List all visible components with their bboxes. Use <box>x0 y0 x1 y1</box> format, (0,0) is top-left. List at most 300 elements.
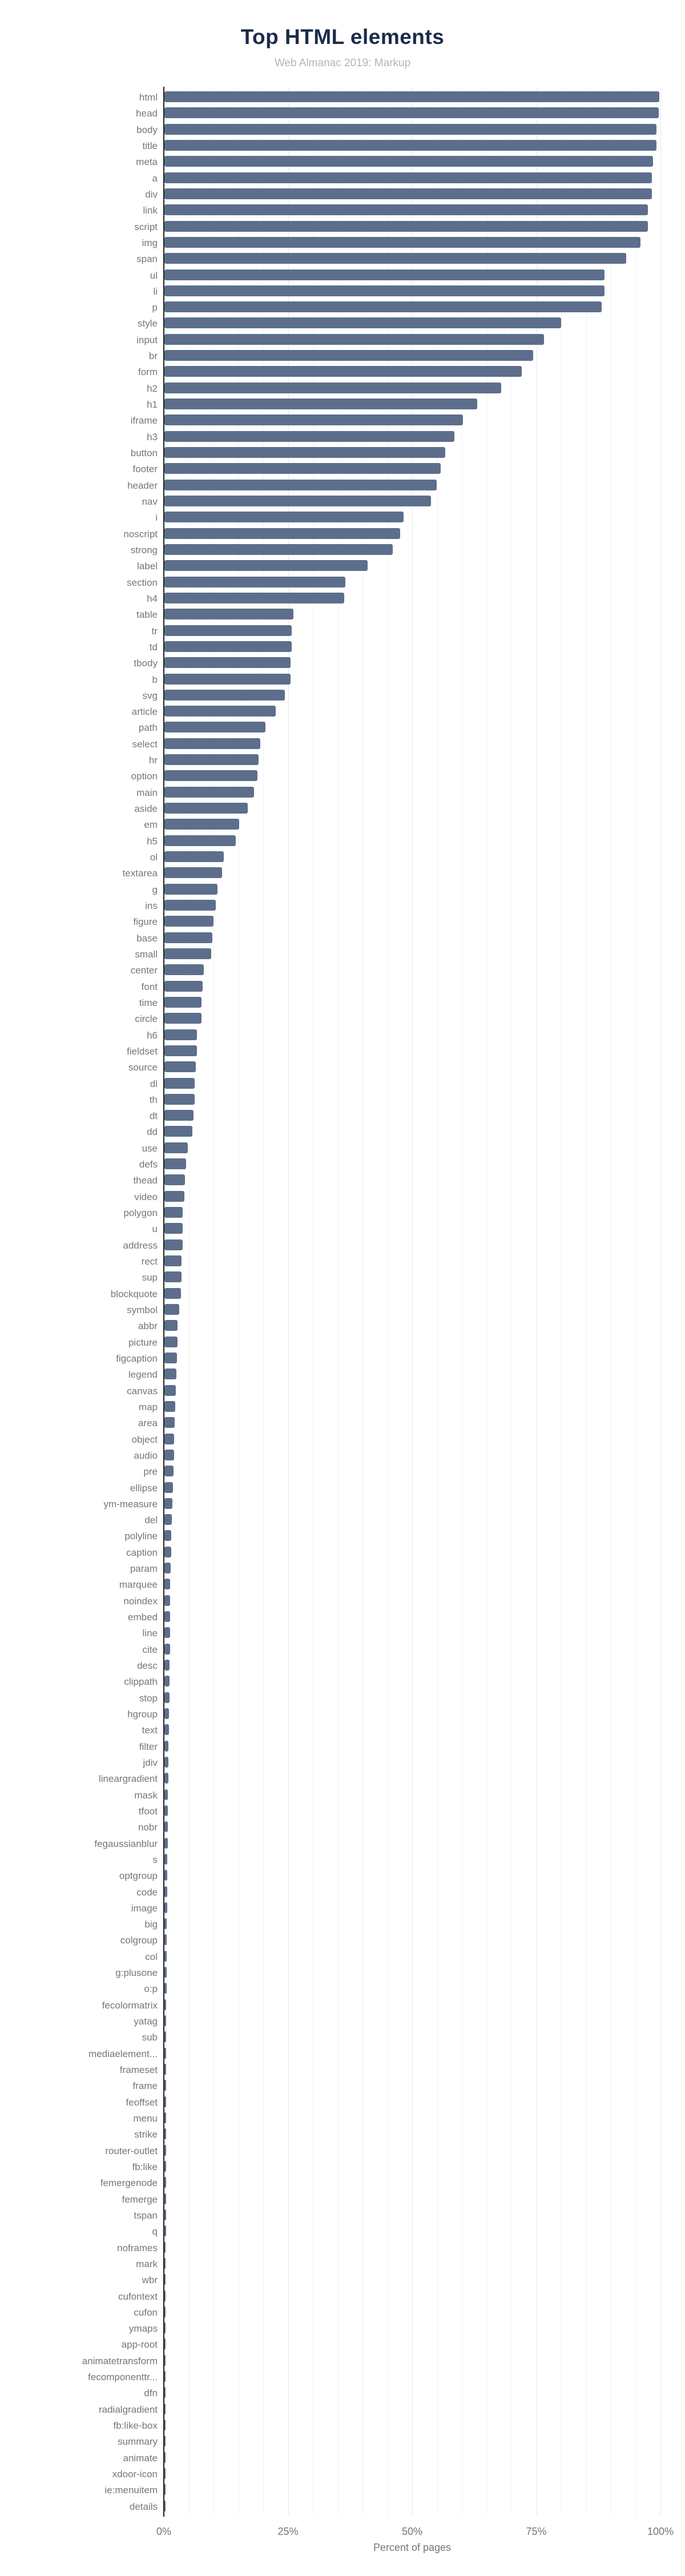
y-axis-label: dt <box>149 1110 158 1122</box>
y-axis-label: iframe <box>130 415 158 426</box>
y-axis-label: a <box>152 172 158 184</box>
y-axis-label: s <box>152 1854 158 1865</box>
bar <box>164 1838 168 1849</box>
bar <box>164 1368 176 1379</box>
y-axis-label: q <box>152 2226 158 2237</box>
y-axis-label: text <box>142 1725 158 1736</box>
bar <box>164 2225 166 2236</box>
y-axis-label: defs <box>139 1159 158 1170</box>
y-axis-label: title <box>142 140 158 151</box>
bar <box>164 1353 177 1363</box>
bar <box>164 851 224 862</box>
bar <box>164 1967 167 1978</box>
y-axis-label: blockquote <box>110 1288 158 1299</box>
y-axis-label: main <box>136 787 158 798</box>
bar <box>164 1741 168 1752</box>
bar <box>164 2031 166 2042</box>
bar <box>164 754 259 765</box>
y-axis-label: map <box>138 1401 158 1412</box>
bar <box>164 1207 183 1218</box>
y-axis-label: noframes <box>117 2242 158 2253</box>
y-axis-label: dfn <box>144 2388 158 2399</box>
y-axis-label: noscript <box>123 528 158 540</box>
bar <box>164 1013 202 1024</box>
bar <box>164 350 533 361</box>
y-axis-label: h5 <box>147 835 158 847</box>
y-axis-label: nobr <box>138 1822 158 1833</box>
bar <box>164 1288 181 1299</box>
y-axis-label: hr <box>148 755 158 766</box>
y-axis-label: audio <box>134 1450 158 1461</box>
y-axis-label: jdiv <box>143 1757 158 1768</box>
y-axis-label: em <box>144 819 158 831</box>
bar <box>164 2420 166 2430</box>
y-axis-label: time <box>139 997 158 1008</box>
bar <box>164 1045 197 1056</box>
chart-header <box>0 0 685 70</box>
bar <box>164 1337 178 1347</box>
y-axis-label: femergenode <box>100 2177 158 2189</box>
y-axis-label: canvas <box>127 1385 158 1396</box>
y-axis-label: frame <box>132 2080 158 2092</box>
y-axis-label: summary <box>118 2436 158 2448</box>
bar <box>164 124 656 135</box>
y-axis-label: html <box>139 92 158 103</box>
bar <box>164 964 204 975</box>
bar <box>164 2258 166 2269</box>
bar <box>164 156 653 167</box>
y-axis-label: optgroup <box>119 1870 158 1882</box>
y-axis-label: cite <box>142 1644 158 1655</box>
y-axis-label: header <box>127 480 158 491</box>
bar <box>164 172 652 183</box>
bar <box>164 528 400 539</box>
y-axis-label: ie:menuitem <box>104 2485 158 2496</box>
bar <box>164 1644 170 1655</box>
y-axis-label: aside <box>134 803 158 815</box>
bar <box>164 560 368 571</box>
bar <box>164 2371 166 2382</box>
y-axis-label: figure <box>133 916 158 928</box>
bar <box>164 1450 174 1460</box>
bar <box>164 253 626 264</box>
bar <box>164 221 648 232</box>
bar <box>164 1773 168 1784</box>
bar <box>164 884 217 895</box>
bar <box>164 2387 166 2398</box>
bar <box>164 1579 170 1589</box>
y-axis-label: ol <box>150 852 158 863</box>
y-axis-label: h1 <box>147 399 158 410</box>
y-axis-label: xdoor-icon <box>112 2469 158 2480</box>
bar <box>164 1110 194 1121</box>
y-axis-label: script <box>134 221 158 232</box>
bar <box>164 1627 170 1638</box>
bar <box>164 690 285 701</box>
chart-title: Top HTML elements <box>240 25 445 49</box>
bar <box>164 2193 166 2204</box>
bar <box>164 447 445 458</box>
bar <box>164 1918 167 1929</box>
bar <box>164 1757 168 1768</box>
bar <box>164 867 222 878</box>
bar <box>164 91 659 102</box>
y-axis-label: path <box>138 722 158 734</box>
gridline <box>660 87 661 2515</box>
bar <box>164 916 213 927</box>
y-axis-label: small <box>135 948 158 960</box>
bar <box>164 1174 185 1185</box>
bar <box>164 1223 183 1234</box>
gridline <box>586 87 587 2515</box>
y-axis-label: address <box>123 1239 158 1251</box>
y-axis-label: source <box>128 1062 158 1073</box>
bar <box>164 625 292 636</box>
bar <box>164 932 212 943</box>
chart-subtitle: Web Almanac 2019: Markup <box>274 57 411 69</box>
y-axis-label: sub <box>142 2032 158 2043</box>
y-axis-label: base <box>136 932 158 944</box>
bar <box>164 1029 197 1040</box>
bar <box>164 2096 166 2107</box>
bar <box>164 269 605 280</box>
bar <box>164 706 276 717</box>
y-axis-label: feoffset <box>126 2096 158 2108</box>
y-axis-label: th <box>149 1094 158 1105</box>
y-axis-label: br <box>148 351 158 362</box>
y-axis-label: p <box>152 302 158 313</box>
y-axis-label: fegaussianblur <box>94 1838 158 1849</box>
bar <box>164 1191 184 1202</box>
bar <box>164 204 648 215</box>
y-axis-label: param <box>130 1563 158 1575</box>
bar <box>164 1466 174 1476</box>
bar <box>164 1611 170 1622</box>
bar <box>164 835 236 846</box>
bar-chart <box>0 87 685 2576</box>
y-axis-label: video <box>134 1191 158 1202</box>
y-axis-label: i <box>155 512 158 524</box>
bar <box>164 641 292 652</box>
y-axis-label: col <box>145 1951 158 1962</box>
y-axis-label: fb:like-box <box>113 2420 158 2432</box>
y-axis-label: circle <box>135 1013 158 1025</box>
bar <box>164 1676 170 1687</box>
y-axis-label: dl <box>150 1078 158 1089</box>
y-axis-label: u <box>152 1223 158 1235</box>
y-axis-label: clippath <box>124 1676 158 1688</box>
y-axis-label: wbr <box>142 2275 158 2286</box>
bar <box>164 383 501 393</box>
bar <box>164 2112 166 2123</box>
y-axis-label: li <box>153 285 158 297</box>
y-axis-label: details <box>129 2501 158 2512</box>
bar <box>164 1660 170 1671</box>
bar <box>164 577 345 587</box>
y-axis-label: link <box>143 205 158 216</box>
y-axis-label: center <box>130 965 158 976</box>
x-axis-tick: 75% <box>526 2526 547 2537</box>
bar <box>164 657 291 668</box>
y-axis-label: g:plusone <box>115 1967 158 1979</box>
bar <box>164 1401 175 1412</box>
bar <box>164 1983 167 1994</box>
y-axis-label: fb:like <box>132 2161 158 2172</box>
y-axis-label: option <box>131 771 158 782</box>
bar <box>164 1255 182 1266</box>
bar <box>164 140 656 151</box>
y-axis-label: strong <box>130 544 158 556</box>
y-axis-label: mask <box>134 1789 158 1801</box>
bar <box>164 1498 172 1509</box>
bar <box>164 1078 195 1089</box>
bar <box>164 738 260 749</box>
x-axis-tick: 100% <box>647 2526 674 2537</box>
y-axis-label: hgroup <box>127 1709 158 1720</box>
bar <box>164 334 544 345</box>
y-axis-label: tr <box>151 625 158 637</box>
bar <box>164 237 640 248</box>
bar <box>164 544 393 555</box>
bar <box>164 2177 166 2188</box>
bar <box>164 2080 166 2091</box>
bar <box>164 285 605 296</box>
bar <box>164 1870 167 1881</box>
y-axis-label: marquee <box>119 1579 158 1591</box>
y-axis-label: object <box>131 1434 158 1445</box>
bar <box>164 480 437 490</box>
y-axis-label: label <box>137 561 158 572</box>
y-axis-label: head <box>136 108 158 119</box>
y-axis-label: thead <box>133 1175 158 1186</box>
y-axis-label: use <box>142 1142 158 1154</box>
y-axis-label: caption <box>126 1547 158 1558</box>
bar <box>164 1158 186 1169</box>
bar <box>164 1595 170 1606</box>
y-axis-label: ellipse <box>130 1482 158 1494</box>
y-axis-label: fieldset <box>127 1045 158 1057</box>
bar <box>164 2015 166 2026</box>
y-axis-label: animate <box>123 2452 158 2464</box>
bar <box>164 431 454 442</box>
y-axis-label: ins <box>145 900 158 911</box>
y-axis-label: footer <box>132 464 158 475</box>
bar <box>164 2145 166 2156</box>
y-axis-label: article <box>131 706 158 718</box>
x-axis-title: Percent of pages <box>373 2542 452 2553</box>
bar <box>164 2274 166 2285</box>
y-axis-label: mark <box>136 2258 158 2269</box>
bar <box>164 2404 166 2414</box>
bar <box>164 1126 192 1137</box>
bar <box>164 463 441 474</box>
y-axis-label: ym-measure <box>103 1498 158 1510</box>
y-axis-label: yatag <box>134 2016 158 2027</box>
y-axis-label: frameset <box>119 2064 158 2076</box>
x-axis-tick: 0% <box>156 2526 172 2537</box>
y-axis-label: nav <box>142 496 158 507</box>
bar <box>164 1886 167 1897</box>
bar <box>164 1061 196 1072</box>
y-axis-label: lineargradient <box>98 1773 158 1785</box>
y-axis-label: area <box>138 1418 158 1429</box>
y-axis-label: table <box>136 609 158 621</box>
bar <box>164 1902 167 1913</box>
bar <box>164 1514 172 1525</box>
bar <box>164 2064 166 2075</box>
bar <box>164 1304 179 1315</box>
y-axis-label: colgroup <box>120 1935 158 1946</box>
y-axis-label: animatetransform <box>82 2355 158 2366</box>
y-axis-label: polygon <box>123 1208 158 1219</box>
bar <box>164 609 293 619</box>
y-axis-label: svg <box>142 690 158 701</box>
bar <box>164 2128 166 2139</box>
y-axis-label: h3 <box>147 431 158 442</box>
bar <box>164 1934 167 1945</box>
bar <box>164 496 431 506</box>
y-axis-label: span <box>136 253 158 265</box>
bar <box>164 997 202 1008</box>
bar <box>164 1547 171 1557</box>
bar <box>164 981 203 992</box>
y-axis-label: embed <box>128 1612 158 1623</box>
bar <box>164 301 602 312</box>
y-axis-label: strike <box>134 2129 158 2140</box>
y-axis-label: router-outlet <box>105 2145 158 2156</box>
bar <box>164 1434 174 1444</box>
bar <box>164 722 265 732</box>
x-axis-tick: 50% <box>401 2526 423 2537</box>
bar <box>164 399 477 409</box>
bar <box>164 1854 167 1865</box>
y-axis-label: big <box>144 1919 158 1930</box>
bar <box>164 2161 166 2172</box>
bar <box>164 188 652 199</box>
y-axis-label: fecomponenttr... <box>88 2372 158 2383</box>
y-axis-label: noindex <box>123 1595 158 1607</box>
y-axis-label: mediaelement... <box>88 2048 158 2059</box>
bar <box>164 1999 166 2010</box>
y-axis-label: symbol <box>127 1305 158 1315</box>
y-axis-label: rect <box>141 1256 158 1267</box>
gridline <box>561 87 562 2515</box>
bar <box>164 2307 166 2317</box>
bar <box>164 512 404 522</box>
bar <box>164 2048 166 2059</box>
y-axis-label: filter <box>139 1741 158 1752</box>
bar <box>164 2323 166 2333</box>
bar <box>164 1821 168 1832</box>
y-axis-label: del <box>144 1515 158 1526</box>
y-axis-label: img <box>142 237 158 248</box>
bar <box>164 1239 183 1250</box>
bar <box>164 1708 169 1719</box>
bar <box>164 2436 166 2446</box>
bar <box>164 1271 182 1282</box>
bar <box>164 1563 171 1573</box>
bar <box>164 1789 168 1800</box>
bar <box>164 770 257 781</box>
y-axis-label: figcaption <box>116 1353 158 1364</box>
y-axis-label: abbr <box>138 1321 158 1332</box>
y-axis-label: h6 <box>147 1029 158 1041</box>
y-axis-label: form <box>138 367 158 378</box>
y-axis-label: o:p <box>144 1983 158 1995</box>
y-axis-label: td <box>149 641 158 653</box>
y-axis-label: h2 <box>147 383 158 394</box>
bar <box>164 803 248 814</box>
y-axis-label: sup <box>142 1272 158 1283</box>
bar <box>164 317 561 328</box>
bar <box>164 1142 188 1153</box>
bar <box>164 1094 195 1105</box>
y-axis-label: font <box>141 981 158 992</box>
y-axis-label: tbody <box>134 658 158 669</box>
y-axis-line <box>163 87 164 2517</box>
y-axis-label: meta <box>136 156 158 168</box>
y-axis-label: ymaps <box>128 2323 158 2334</box>
y-axis-label: stop <box>139 1692 158 1704</box>
y-axis-label: line <box>142 1628 158 1639</box>
y-axis-label: app-root <box>121 2339 158 2350</box>
bar <box>164 2452 166 2463</box>
y-axis-label: g <box>152 884 158 895</box>
y-axis-label: polyline <box>124 1531 158 1542</box>
bar <box>164 2355 166 2366</box>
bar <box>164 2501 166 2511</box>
y-axis-label: desc <box>137 1660 158 1672</box>
bar <box>164 1530 171 1541</box>
y-axis-label: image <box>131 1902 158 1914</box>
bar <box>164 366 522 377</box>
y-axis-label: radialgradient <box>98 2404 158 2415</box>
y-axis-label: cufontext <box>118 2291 158 2302</box>
y-axis-label: ul <box>150 269 158 281</box>
y-axis-label: menu <box>133 2113 158 2124</box>
y-axis-label: picture <box>128 1337 158 1348</box>
bar <box>164 1385 176 1396</box>
y-axis-label: b <box>152 674 158 685</box>
y-axis-label: textarea <box>122 868 158 879</box>
bar <box>164 1417 175 1428</box>
x-axis-tick: 25% <box>277 2526 299 2537</box>
bar <box>164 2242 166 2253</box>
y-axis-label: select <box>132 738 158 750</box>
bar <box>164 1951 167 1962</box>
y-axis-label: tfoot <box>138 1805 158 1817</box>
bar <box>164 107 659 118</box>
bar <box>164 1692 170 1703</box>
bar <box>164 2209 166 2220</box>
bar <box>164 900 216 911</box>
bar <box>164 2468 166 2479</box>
bar <box>164 2338 166 2349</box>
bar <box>164 819 239 830</box>
y-axis-label: div <box>145 188 158 200</box>
bar <box>164 1320 178 1331</box>
gridline <box>511 87 512 2515</box>
y-axis-label: legend <box>128 1369 158 1380</box>
bar <box>164 1482 173 1493</box>
bar <box>164 2484 166 2495</box>
y-axis-label: dd <box>147 1126 158 1138</box>
bar <box>164 948 211 959</box>
bar <box>164 1805 168 1816</box>
y-axis-label: femerge <box>122 2193 158 2205</box>
y-axis-label: code <box>136 1886 158 1898</box>
bar <box>164 787 254 798</box>
